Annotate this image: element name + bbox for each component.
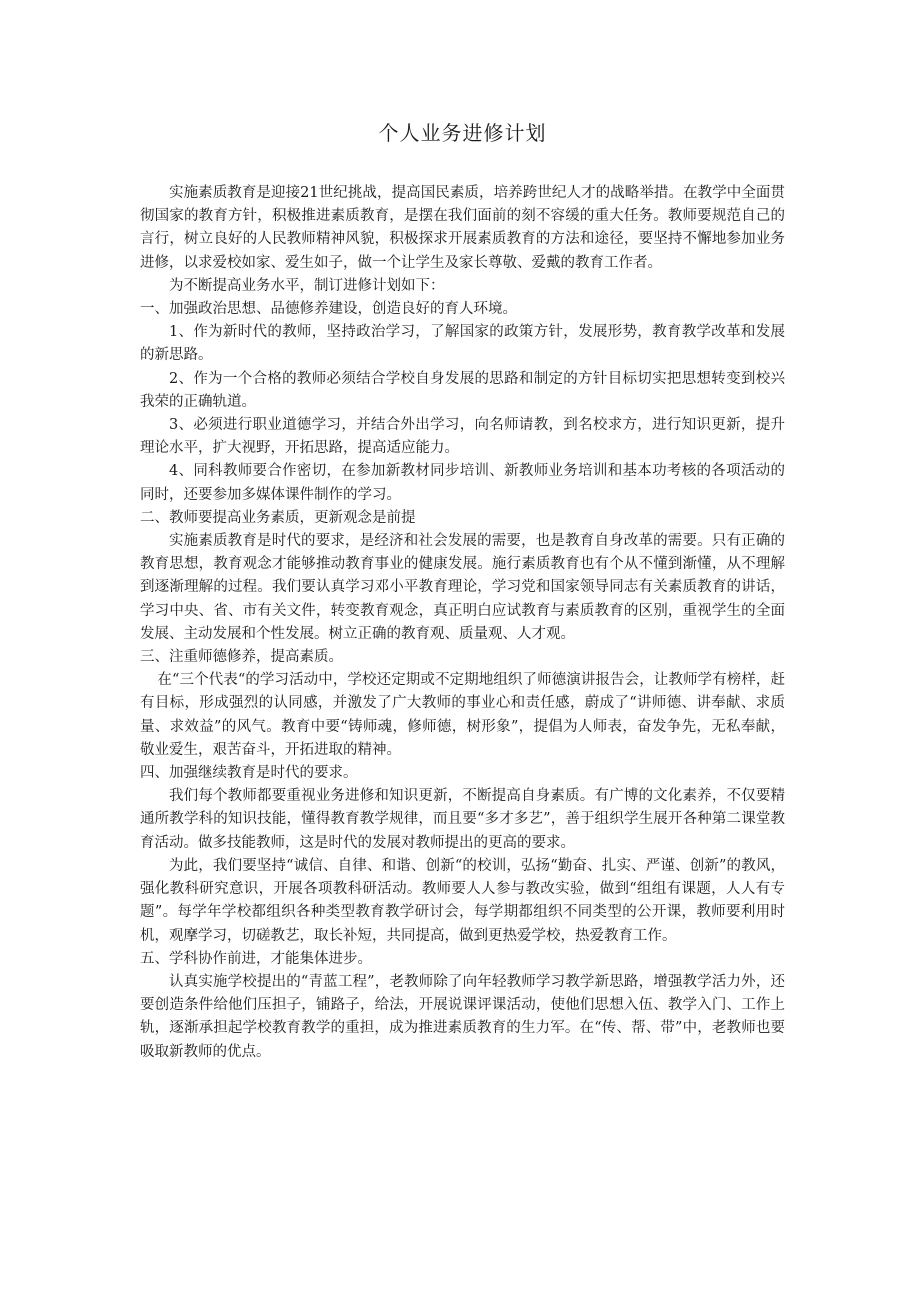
body-paragraph: 为此，我们要坚持“诚信、自律、和谐、创新“的校训，弘扬“勤奋、扎实、严谨、创新”的教风，强化教科研究意识，开展各项教科研活动。教师要人人参与教改实验，做到“组组有课题，人人有专题”。每学年学校都组织各种类型教育教学研讨会，每学期都组织不同类型的公开课，教师要利用时机，观摩学习，切磋教艺，取长补短，共同提高，做到更热爱学校，热爱教育工作。	[140, 857, 785, 944]
body-paragraph: 在“三个代表“的学习活动中，学校还定期或不定期地组织了师德演讲报告会，让教师学有榜样，赶有目标，形成强烈的认同感，并激发了广大教师的事业心和责任感，蔚成了“讲师德、讲奉献、求质量、求效益”的风气。教育中要“铸师魂，修师德，树形象”，提倡为人师表，奋发争先，无私奉献，敬业爱生，艰苦奋斗，开拓进取的精神。	[140, 672, 785, 758]
body-paragraph: 实施素质教育是迎接21世纪挑战，提高国民素质，培养跨世纪人才的战略举措。在教学中全面贯彻国家的教育方针，积极推进素质教育，是摆在我们面前的刻不容缓的重大任务。教师要规范自己的言行，树立良好的人民教师精神风貌，积极探求开展素质教育的方法和途径，要坚持不懈地参加业务进修，以求爱校如家、爱生如子，做一个让学生及家长尊敬、爱戴的教育工作者。	[140, 185, 785, 271]
body-paragraph: 认真实施学校提出的“青蓝工程”，老教师除了向年轻教师学习教学新思路，增强教学活力外，还要创造条件给他们压担子，铺路子，给法，开展说课评课活动，使他们思想入伍、教学入门、工作上轨，逐渐承担起学校教育教学的重担，成为推进素质教育的生力军。在“传、帮、带”中，老教师也要吸取新教师的优点。	[140, 973, 785, 1060]
document-page	[140, 118, 785, 1064]
section-heading: 三、注重师德修养，提高素质。	[140, 649, 343, 666]
body-paragraph: 为不断提高业务水平，制订进修计划如下：	[169, 277, 445, 294]
body-paragraph: 3、必须进行职业道德学习，并结合外出学习，向名师请教，到名校求方，进行知识更新，提升理论水平，扩大视野，开拓思路，提高适应能力。	[140, 417, 785, 457]
body-paragraph: 我们每个教师都要重视业务进修和知识更新，不断提高自身素质。有广博的文化素养，不仅要精通所教学科的知识技能，懂得教育教学规律，而且要“多才多艺”，善于组织学生展开各种第二课堂教育活动。做多技能教师，这是时代的发展对教师提出的更高的要求。	[140, 788, 785, 851]
body-paragraph: 1、作为新时代的教师，坚持政治学习，了解国家的政策方针，发展形势，教育教学改革和发展的新思路。	[140, 324, 785, 364]
section-heading: 二、教师要提高业务素质，更新观念是前提	[140, 509, 416, 526]
body-paragraph: 实施素质教育是时代的要求，是经济和社会发展的需要，也是教育自身改革的需要。只有正确的教育思想，教育观念才能够推动教育事业的健康发展。施行素质教育也有个从不懂到渐懂，从不理解到逐渐理解的过程。我们要认真学习邓小平教育理论，学习党和国家领导同志有关素质教育的讲话，学习中央、省、市有关文件，转变教育观念，真正明白应试教育与素质教育的区别，重视学生的全面发展、主动发展和个性发展。树立正确的教育观、质量观、人才观。	[140, 533, 785, 642]
section-heading: 五、学科协作前进，才能集体进步。	[140, 950, 372, 967]
body-paragraph: 4、同科教师要合作密切，在参加新教材同步培训、新教师业务培训和基本功考核的各项活动的同时，还要参加多媒体课件制作的学习。	[140, 463, 785, 503]
body-paragraph: 2、作为一个合格的教师必须结合学校自身发展的思路和制定的方针目标切实把思想转变到校兴我荣的正确轨道。	[140, 370, 785, 410]
page-title: 个人业务进修计划	[378, 121, 547, 145]
section-heading: 一、加强政治思想、品德修养建设，创造良好的育人环境。	[140, 301, 517, 318]
section-heading: 四、加强继续教育是时代的要求。	[140, 765, 358, 782]
document-body	[140, 182, 785, 1064]
